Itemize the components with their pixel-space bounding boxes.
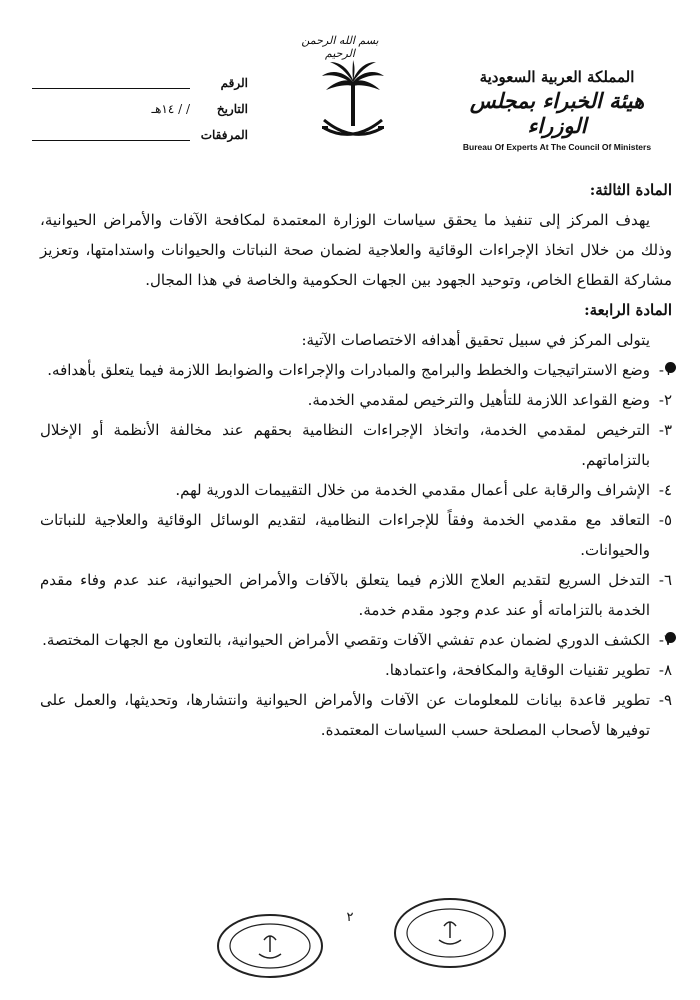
reference-fields [28,70,248,148]
list-item [40,355,672,385]
kingdom-name: المملكة العربية السعودية [479,68,635,86]
date-label: التاريخ [216,102,248,116]
list-item [40,655,672,685]
item-number: - [658,361,664,379]
item-text: تطوير قاعدة بيانات للمعلومات عن الآفات والأمراض الحيوانية وانتشارها، وتحديثها، والعمل على توفيرها لأصحاب المصلحة حسب السياسات المعتمدة. [40,691,650,739]
item-number: ٤- [658,481,672,499]
organization-letterhead [442,68,672,152]
date-value: / / ١٤هـ [151,102,190,116]
seal-stamp-left [215,912,325,980]
item-text: تطوير تقنيات الوقاية والمكافحة، واعتمادها. [384,661,650,679]
page-number: ٢ [346,910,354,925]
reference-line [32,78,190,89]
punch-hole-icon [665,362,676,373]
article-4-title: المادة الرابعة: [584,301,672,319]
item-text: الترخيص لمقدمي الخدمة، واتخاذ الإجراءات النظامية بحقهم عند مخالفة الأنظمة أو الإخلال بالتزاماتهم. [40,421,650,469]
article-3-title: المادة الثالثة: [589,181,672,199]
item-number: ٢- [658,391,672,409]
item-number: ٩- [658,691,672,709]
item-text: التدخل السريع لتقديم العلاج اللازم فيما يتعلق بالآفات والأمراض الحيوانية، عند عدم وفاء مقدم الخدمة بالتزاماته أو عند عدم وجود مقدم خدمة. [40,571,650,619]
list-item [40,685,672,745]
attachments-row [28,122,248,148]
reference-label: الرقم [220,76,248,90]
item-text: التعاقد مع مقدمي الخدمة وفقاً للإجراءات النظامية، لتقديم الوسائل الوقائية والعلاجية للنباتات والحيوانات. [40,511,650,559]
article-4-intro: يتولى المركز في سبيل تحقيق أهدافه الاختصاصات الآتية: [301,331,650,349]
item-text: الكشف الدوري لضمان عدم تفشي الآفات وتقصي الأمراض الحيوانية، بالتعاون مع الجهات المختصة. [42,631,650,649]
list-item [40,475,672,505]
bureau-name-arabic: هيئة الخبراء بمجلس الوزراء [469,88,645,138]
document-body [40,175,672,745]
date-row [28,96,248,122]
article-3-text: يهدف المركز إلى تنفيذ ما يحقق سياسات الوزارة المعتمدة لمكافحة الآفات والأمراض الحيوانية، وذلك من خلال اتخاذ الإجراءات الوقائية والعلاجية لضمان صحة النباتات والحيوانات واستدامتها، وتعزيز مشاركة القطاع الخاص، وتوحيد الجهود بين الجهات الحكومية والخاصة في هذا المجال. [40,211,672,289]
basmala: بسم الله الرحمن الرحيم [301,34,379,60]
item-text: وضع القواعد اللازمة للتأهيل والترخيص لمقدمي الخدمة. [307,391,650,409]
item-text: وضع الاستراتيجيات والخطط والبرامج والمبادرات والإجراءات والضوابط اللازمة فيما يتعلق بأهدافه. [47,361,650,379]
seal-stamp-right [392,896,508,970]
item-number: - [658,631,664,649]
item-number: ٨- [658,661,672,679]
list-item [40,565,672,625]
attachments-line [32,130,190,141]
list-item [40,625,672,655]
list-item [40,385,672,415]
item-number: ٣- [658,421,672,439]
item-number: ٦- [658,571,672,589]
list-item [40,415,672,475]
reference-number-row [28,70,248,96]
item-number: ٥- [658,511,672,529]
punch-hole-icon [665,632,676,643]
list-item [40,505,672,565]
saudi-emblem-icon [318,60,388,150]
attachments-label: المرفقات [200,128,248,142]
item-text: الإشراف والرقابة على أعمال مقدمي الخدمة من خلال التقييمات الدورية لهم. [175,481,650,499]
bureau-name-english: Bureau Of Experts At The Council Of Ministers [462,142,652,152]
